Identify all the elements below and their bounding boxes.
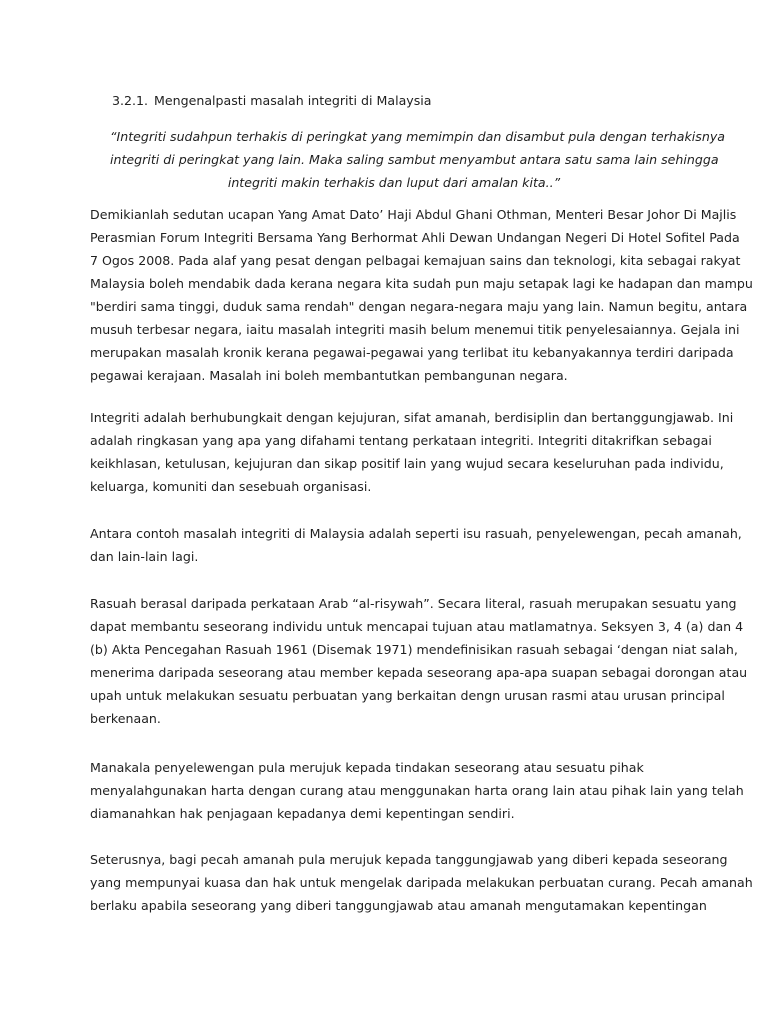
paragraph-line: Perasmian Forum Integriti Bersama Yang Berhormat Ahli Dewan Undangan Negeri Di Hotel Sofitel Pada: [90, 230, 740, 245]
paragraph-pecah-amanah: [90, 848, 753, 917]
paragraph-penyelewengan: [90, 756, 744, 825]
paragraph-line: adalah ringkasan yang apa yang difahami tentang perkataan integriti. Integriti ditakrifkan sebagai: [90, 433, 712, 448]
quote-line: integriti di peringkat yang lain. Maka saling sambut menyambut antara satu sama lain sehingga: [110, 152, 719, 167]
paragraph-intro: [90, 203, 753, 387]
paragraph-line: keikhlasan, ketulusan, kejujuran dan sikap positif lain yang wujud secara keseluruhan pada individu,: [90, 456, 724, 471]
paragraph-line: (b) Akta Pencegahan Rasuah 1961 (Disemak 1971) mendefinisikan rasuah sebagai ‘dengan niat salah,: [90, 642, 738, 657]
paragraph-line: diamanahkan hak penjagaan kepadanya demi kepentingan sendiri.: [90, 806, 515, 821]
section-heading: [112, 90, 432, 112]
paragraph-integrity-definition: [90, 406, 734, 498]
paragraph-line: Integriti adalah berhubungkait dengan kejujuran, sifat amanah, berdisiplin dan bertanggungjawab. Ini: [90, 410, 734, 425]
paragraph-line: musuh terbesar negara, iaitu masalah integriti masih belum menemui titik penyelesaiannya. Gejala ini: [90, 322, 740, 337]
paragraph-line: berlaku apabila seseorang yang diberi tanggungjawab atau amanah mengutamakan kepentingan: [90, 898, 707, 913]
section-title: Mengenalpasti masalah integriti di Malaysia: [154, 93, 432, 108]
paragraph-line: Manakala penyelewengan pula merujuk kepada tindakan seseorang atau sesuatu pihak: [90, 760, 644, 775]
quote-line: integriti makin terhakis dan luput dari amalan kita..”: [227, 175, 561, 190]
paragraph-line: yang mempunyai kuasa dan hak untuk mengelak daripada melakukan perbuatan curang. Pecah amanah: [90, 875, 753, 890]
paragraph-line: dapat membantu seseorang individu untuk mencapai tujuan atau matlamatnya. Seksyen 3, 4 (a) dan 4: [90, 619, 744, 634]
paragraph-line: pegawai kerajaan. Masalah ini boleh membantutkan pembangunan negara.: [90, 368, 568, 383]
paragraph-line: Seterusnya, bagi pecah amanah pula merujuk kepada tanggungjawab yang diberi kepada seseorang: [90, 852, 728, 867]
quote-line: “Integriti sudahpun terhakis di peringkat yang memimpin dan disambut pula dengan terhakisnya: [110, 129, 725, 144]
paragraph-line: dan lain-lain lagi.: [90, 549, 199, 564]
paragraph-line: upah untuk melakukan sesuatu perbuatan yang berkaitan dengn urusan rasmi atau urusan principal: [90, 688, 725, 703]
paragraph-line: menerima daripada seseorang atau member kepada seseorang apa-apa suapan sebagai dorongan atau: [90, 665, 748, 680]
block-quote: [110, 125, 725, 194]
paragraph-rasuah: [90, 592, 748, 730]
paragraph-line: merupakan masalah kronik kerana pegawai-pegawai yang terlibat itu kebanyakannya terdiri daripada: [90, 345, 734, 360]
paragraph-line: Malaysia boleh mendabik dada kerana negara kita sudah pun maju setapak lagi ke hadapan dan mampu: [90, 276, 753, 291]
paragraph-line: Antara contoh masalah integriti di Malaysia adalah seperti isu rasuah, penyelewengan, pecah amanah,: [90, 526, 742, 541]
paragraph-line: keluarga, komuniti dan sesebuah organisasi.: [90, 479, 372, 494]
paragraph-line: Rasuah berasal daripada perkataan Arab “al-risywah”. Secara literal, rasuah merupakan sesuatu yang: [90, 596, 737, 611]
paragraph-line: menyalahgunakan harta dengan curang atau menggunakan harta orang lain atau pihak lain yang telah: [90, 783, 744, 798]
section-number: 3.2.1.: [112, 93, 149, 108]
paragraph-line: Demikianlah sedutan ucapan Yang Amat Dato’ Haji Abdul Ghani Othman, Menteri Besar Johor Di Majlis: [90, 207, 737, 222]
paragraph-line: "berdiri sama tinggi, duduk sama rendah" dengan negara-negara maju yang lain. Namun begitu, antara: [90, 299, 748, 314]
paragraph-line: berkenaan.: [90, 711, 161, 726]
paragraph-line: 7 Ogos 2008. Pada alaf yang pesat dengan pelbagai kemajuan sains dan teknologi, kita sebagai rakyat: [90, 253, 741, 268]
paragraph-examples: [90, 522, 742, 568]
